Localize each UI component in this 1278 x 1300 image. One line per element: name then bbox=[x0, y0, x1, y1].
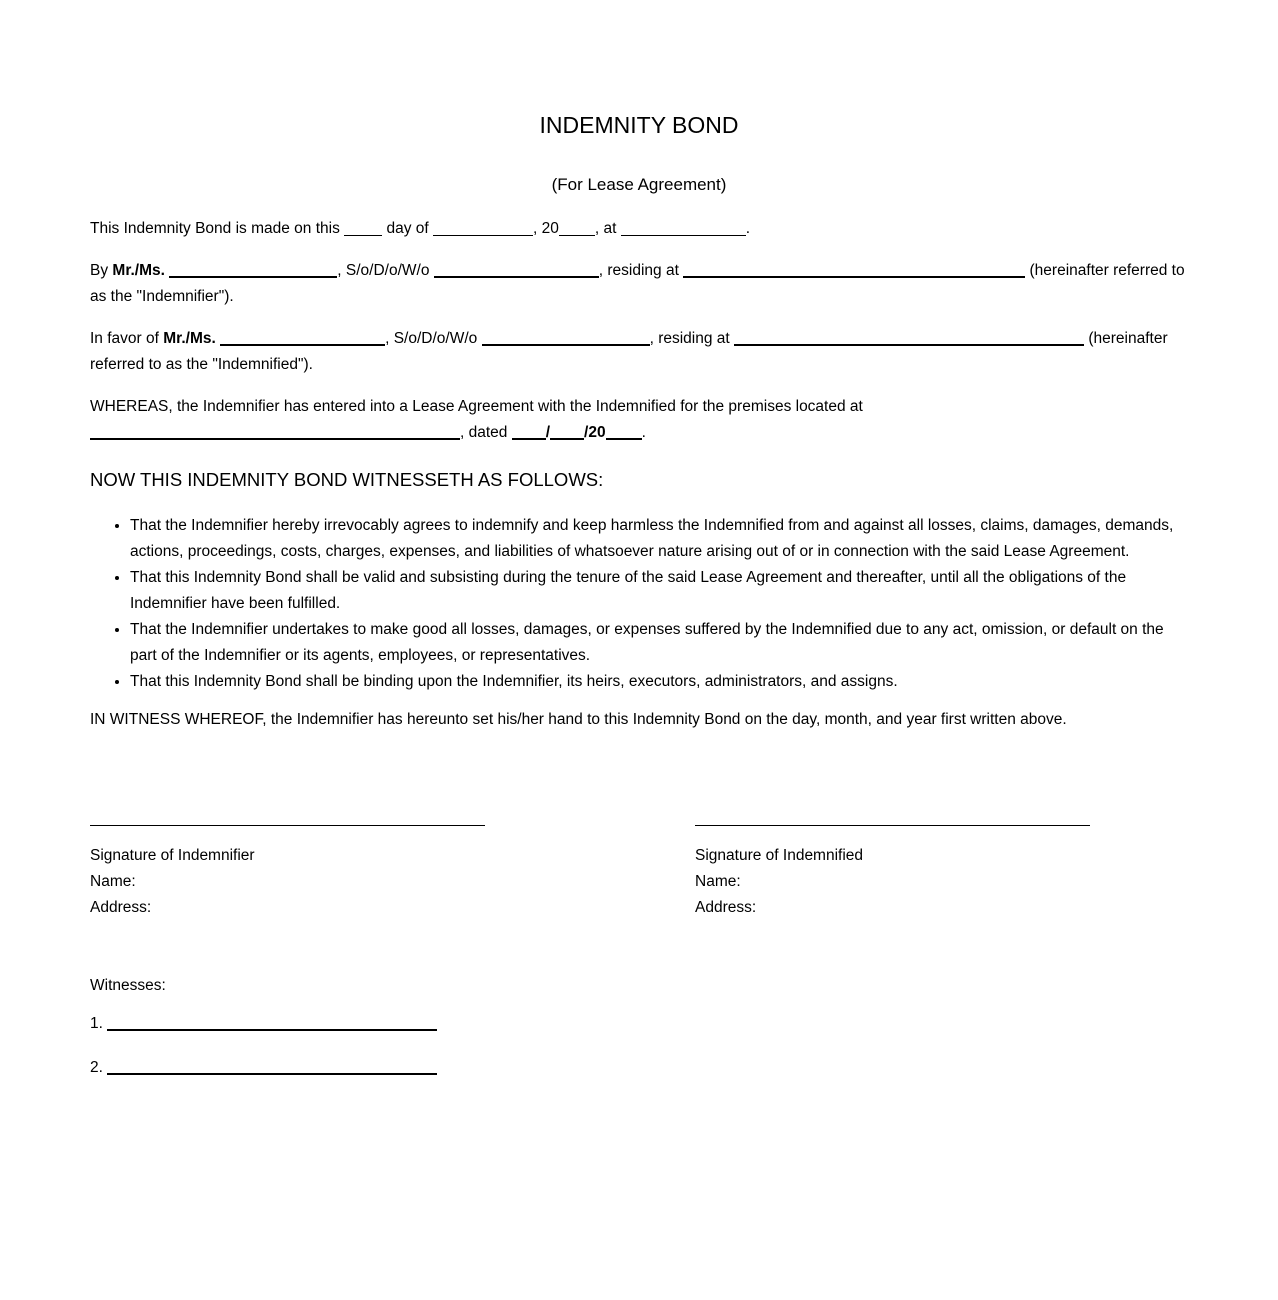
bond-terms-list bbox=[90, 513, 1188, 695]
indemnifier-signature-block bbox=[90, 825, 485, 921]
indemnifier-text-4: (hereinafter referred to as the "Indemnifier"). bbox=[90, 262, 1185, 305]
indemnifier-address-label: Address: bbox=[90, 899, 152, 916]
date-year-prefix: /20 bbox=[584, 424, 606, 441]
blank-indemnifier-name bbox=[169, 265, 337, 278]
whereas-paragraph bbox=[90, 394, 1188, 446]
bond-term-3: • That the Indemnifier undertakes to make good all losses, damages, or expenses suffered by the Indemnified due to any act, omission, or default on the part of the Indemnifier or its agents, employees, or representatives. bbox=[130, 617, 1188, 669]
indemnified-text-3: , residing at bbox=[649, 330, 730, 347]
blank-indemnified-address bbox=[734, 333, 1084, 346]
witnesseth-heading: NOW THIS INDEMNITY BOND WITNESSETH AS FOLLOWS: bbox=[90, 469, 604, 490]
date-group bbox=[512, 424, 642, 441]
blank-indemnifier-address bbox=[683, 265, 1025, 278]
intro-text-1: This Indemnity Bond is made on this bbox=[90, 220, 340, 237]
blank-date-day bbox=[512, 427, 546, 440]
page-title: INDEMNITY BOND bbox=[539, 112, 739, 138]
indemnifier-signature-caption: Signature of Indemnifier bbox=[90, 847, 255, 864]
indemnifier-text-1: By bbox=[90, 262, 109, 279]
whereas-text-1: WHEREAS, the Indemnifier has entered into a Lease Agreement with the Indemnified for the premises located at bbox=[90, 398, 863, 415]
blank-premises-address bbox=[90, 427, 460, 440]
bond-term-2: • That this Indemnity Bond shall be valid and subsisting during the tenure of the said Lease Agreement and thereafter, until all the obligations of the Indemnifier have been fulfilled. bbox=[130, 565, 1188, 617]
blank-date-month bbox=[550, 427, 584, 440]
indemnified-salutation-label: Mr./Ms. bbox=[163, 330, 216, 347]
page-subtitle: (For Lease Agreement) bbox=[551, 175, 727, 194]
indemnified-text-1: In favor of bbox=[90, 330, 159, 347]
blank-year bbox=[559, 223, 595, 236]
blank-month bbox=[433, 223, 533, 236]
witnesses-label: Witnesses: bbox=[90, 977, 166, 994]
intro-paragraph bbox=[90, 216, 1188, 242]
witness-line-2 bbox=[90, 1055, 1188, 1081]
in-witness-paragraph: IN WITNESS WHEREOF, the Indemnifier has hereunto set his/her hand to this Indemnity Bond on the day, month, and year first written above. bbox=[90, 711, 1067, 728]
witnesses-section bbox=[90, 973, 1188, 1081]
indemnifier-name-label: Name: bbox=[90, 873, 136, 890]
whereas-text-3: . bbox=[641, 424, 646, 441]
indemnifier-paragraph bbox=[90, 258, 1188, 310]
indemnified-paragraph bbox=[90, 326, 1188, 378]
blank-indemnifier-relation bbox=[434, 265, 599, 278]
indemnified-signature-block bbox=[695, 825, 1090, 921]
blank-indemnified-relation bbox=[482, 333, 650, 346]
indemnifier-text-3: , residing at bbox=[598, 262, 679, 279]
witness-line-1 bbox=[90, 1011, 1188, 1037]
date-slash: / bbox=[545, 424, 551, 441]
indemnified-address-label: Address: bbox=[695, 899, 757, 916]
witness-number-1: 1. bbox=[90, 1015, 103, 1032]
indemnifier-text-2: , S/o/D/o/W/o bbox=[337, 262, 430, 279]
blank-day-number bbox=[344, 223, 382, 236]
blank-place bbox=[621, 223, 746, 236]
witness-number-2: 2. bbox=[90, 1059, 103, 1076]
blank-indemnified-name bbox=[220, 333, 385, 346]
indemnified-signature-line bbox=[695, 825, 1090, 826]
whereas-text-2: , dated bbox=[460, 424, 508, 441]
intro-text-5: . bbox=[745, 220, 751, 237]
bond-term-4: • That this Indemnity Bond shall be binding upon the Indemnifier, its heirs, executors, administrators, and assigns. bbox=[130, 669, 1188, 695]
indemnified-text-2: , S/o/D/o/W/o bbox=[385, 330, 478, 347]
indemnifier-salutation-label: Mr./Ms. bbox=[112, 262, 165, 279]
signature-section bbox=[90, 825, 1090, 921]
blank-witness-2 bbox=[107, 1062, 437, 1075]
indemnifier-signature-line bbox=[90, 825, 485, 826]
intro-text-3: , 20 bbox=[533, 220, 559, 237]
blank-date-year bbox=[606, 427, 642, 440]
intro-text-2: day of bbox=[386, 220, 429, 237]
intro-text-4: , at bbox=[594, 220, 617, 237]
indemnified-signature-caption: Signature of Indemnified bbox=[695, 847, 864, 864]
bond-term-1: • That the Indemnifier hereby irrevocably agrees to indemnify and keep harmless the Indemnified from and against all losses, claims, damages, demands, actions, proceedings, costs, charges, expenses, and liabilities of whatsoever nature arising out of or in connection with the said Lease Agreement. bbox=[130, 513, 1188, 565]
indemnified-text-4: (hereinafter referred to as the "Indemnified"). bbox=[90, 330, 1168, 373]
indemnified-name-label: Name: bbox=[695, 873, 741, 890]
blank-witness-1 bbox=[107, 1018, 437, 1031]
